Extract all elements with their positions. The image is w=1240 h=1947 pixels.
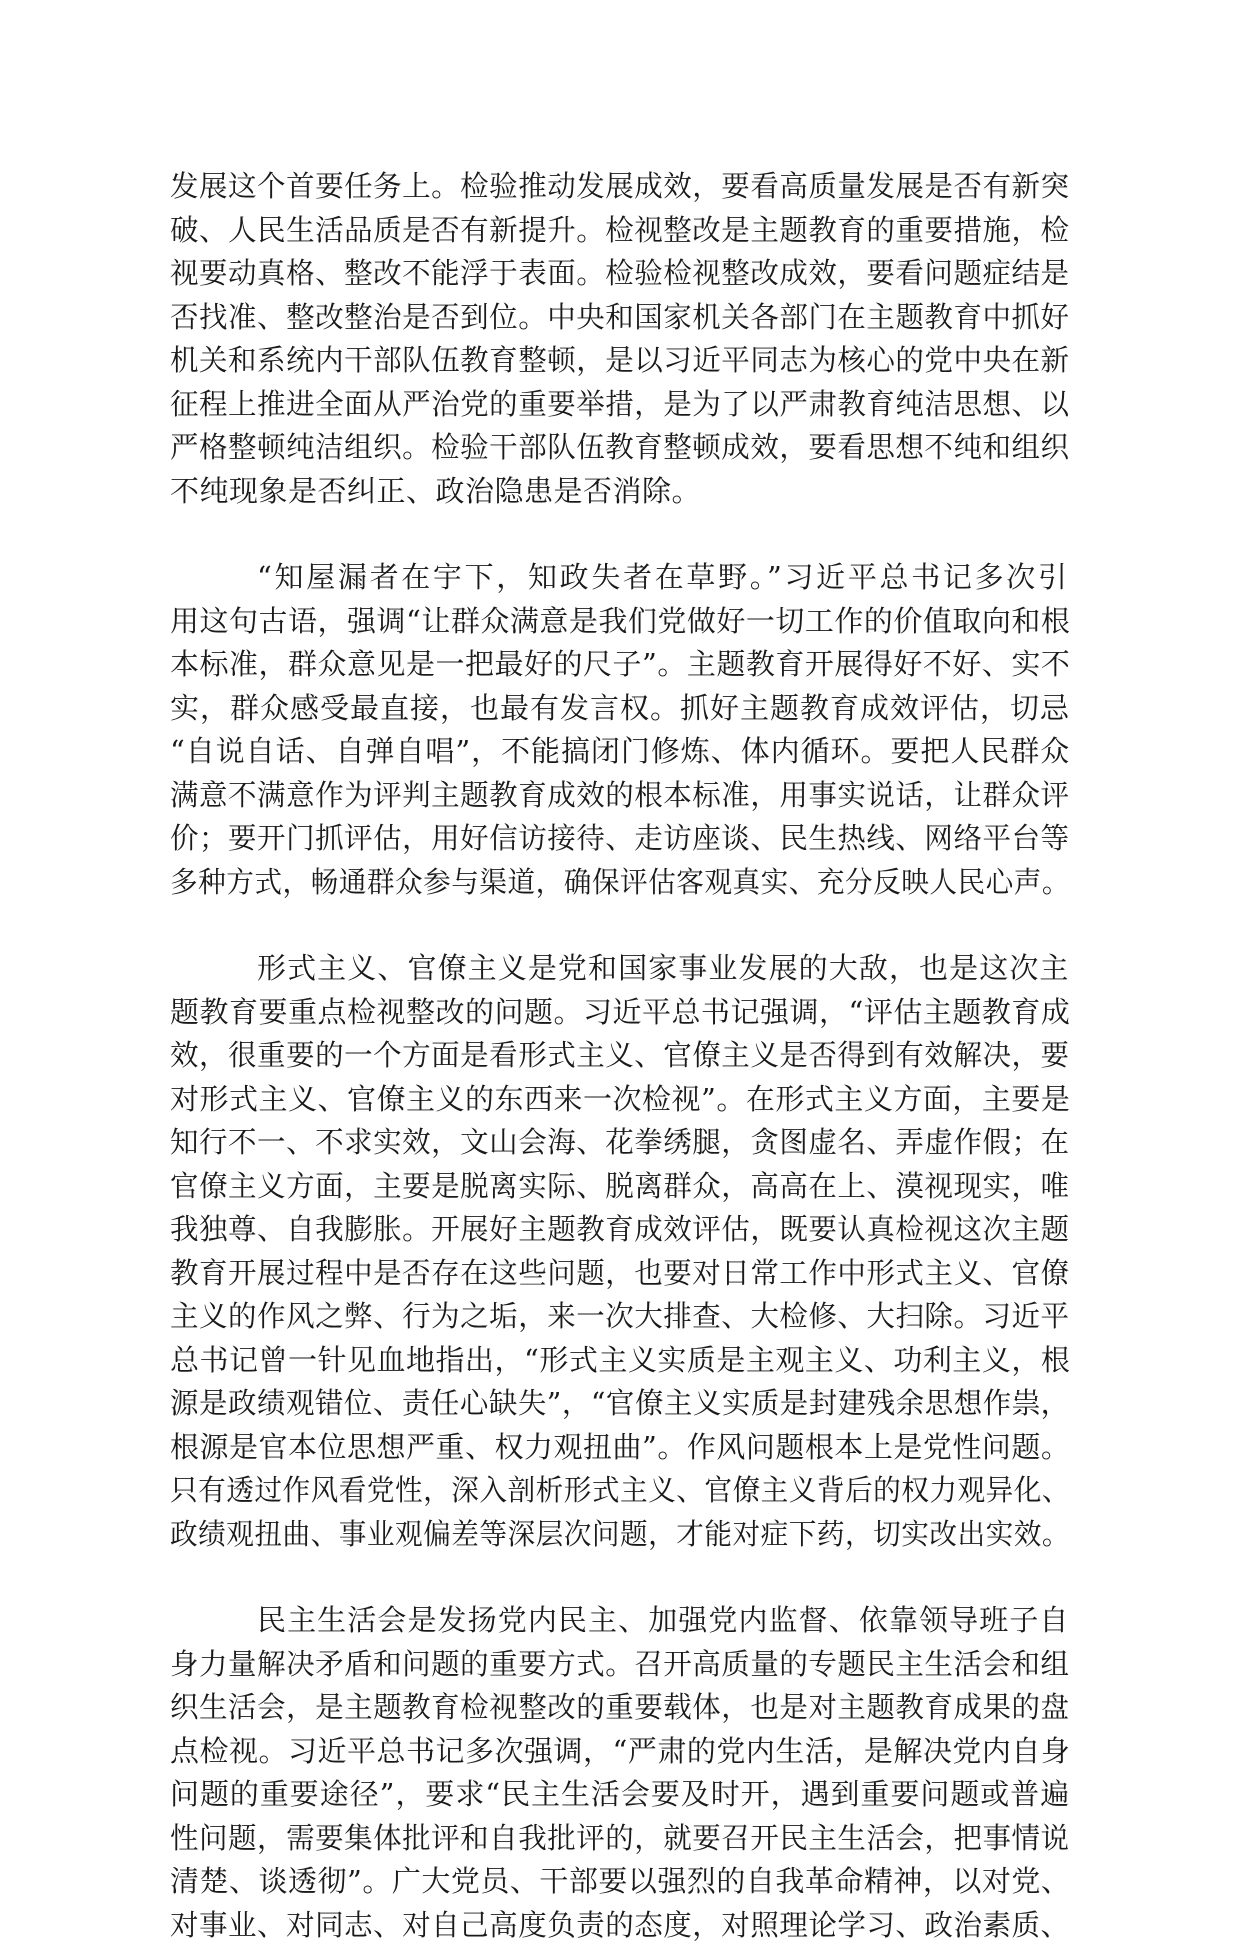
text-line: 用这句古语，强调“让群众满意是我们党做好一切工作的价值取向和根: [170, 600, 1070, 644]
text-line: 否找准、整改整治是否到位。中央和国家机关各部门在主题教育中抓好: [170, 296, 1055, 340]
text-line: 征程上推进全面从严治党的重要举措，是为了以严肃教育纯洁思想、以: [170, 383, 1055, 427]
paragraph-spacer: [170, 513, 1070, 556]
text-line: 身力量解决矛盾和问题的重要方式。召开高质量的专题民主生活会和组: [170, 1643, 1055, 1687]
text-line: 严格整顿纯洁组织。检验干部队伍教育整顿成效，要看思想不纯和组织: [170, 426, 1055, 470]
text-line: 我独尊、自我膨胀。开展好主题教育成效评估，既要认真检视这次主题: [170, 1208, 1055, 1252]
text-line: 实，群众感受最直接，也最有发言权。抓好主题教育成效评估，切忌: [170, 687, 1070, 731]
text-line: 主义的作风之弊、行为之垢，来一次大排查、大检修、大扫除。习近平: [170, 1295, 1055, 1339]
text-line: 性问题，需要集体批评和自我批评的，就要召开民主生活会，把事情说: [170, 1817, 1055, 1861]
document-body: [170, 165, 1070, 1947]
paragraph-spacer: [170, 904, 1070, 947]
text-line: 民主生活会是发扬党内民主、加强党内监督、依靠领导班子自: [170, 1599, 1070, 1643]
text-line: 对形式主义、官僚主义的东西来一次检视”。在形式主义方面，主要是: [170, 1078, 1070, 1122]
text-line: 源是政绩观错位、责任心缺失”，“官僚主义实质是封建残余思想作祟，: [170, 1382, 1054, 1426]
text-line: 对事业、对同志、对自己高度负责的态度，对照理论学习、政治素质、: [170, 1904, 1055, 1947]
text-line: 效，很重要的一个方面是看形式主义、官僚主义是否得到有效解决，要: [170, 1034, 1055, 1078]
text-line: 点检视。习近平总书记多次强调，“严肃的党内生活，是解决党内自身: [170, 1730, 1070, 1774]
text-line: 破、人民生活品质是否有新提升。检视整改是主题教育的重要措施，检: [170, 209, 1055, 253]
paragraph-4: [170, 1599, 1070, 1947]
text-line: 知行不一、不求实效，文山会海、花拳绣腿，贪图虚名、弄虚作假；在: [170, 1121, 1055, 1165]
text-line: 官僚主义方面，主要是脱离实际、脱离群众，高高在上、漠视现实，唯: [170, 1165, 1055, 1209]
text-line: 问题的重要途径”，要求“民主生活会要及时开，遇到重要问题或普遍: [170, 1773, 1070, 1817]
paragraph-3: [170, 947, 1070, 1556]
text-line: 清楚、谈透彻”。广大党员、干部要以强烈的自我革命精神，以对党、: [170, 1860, 1070, 1904]
text-line: 政绩观扭曲、事业观偏差等深层次问题，才能对症下药，切实改出实效。: [170, 1513, 1028, 1557]
text-line: 本标准，群众意见是一把最好的尺子”。主题教育开展得好不好、实不: [170, 643, 1070, 687]
text-line: “知屋漏者在宇下，知政失者在草野。”习近平总书记多次引: [170, 556, 1070, 600]
text-line: 教育开展过程中是否存在这些问题，也要对日常工作中形式主义、官僚: [170, 1252, 1055, 1296]
text-line: 视要动真格、整改不能浮于表面。检验检视整改成效，要看问题症结是: [170, 252, 1055, 296]
text-line: 发展这个首要任务上。检验推动发展成效，要看高质量发展是否有新突: [170, 165, 1055, 209]
text-line: 不纯现象是否纠正、政治隐患是否消除。: [170, 470, 1070, 514]
text-line: 满意不满意作为评判主题教育成效的根本标准，用事实说话，让群众评: [170, 774, 1055, 818]
text-line: 总书记曾一针见血地指出，“形式主义实质是主观主义、功利主义，根: [170, 1339, 1070, 1383]
text-line: “自说自话、自弹自唱”，不能搞闭门修炼、体内循环。要把人民群众: [170, 730, 1070, 774]
paragraph-spacer: [170, 1556, 1070, 1599]
text-line: 织生活会，是主题教育检视整改的重要载体，也是对主题教育成果的盘: [170, 1686, 1055, 1730]
text-line: 题教育要重点检视整改的问题。习近平总书记强调，“评估主题教育成: [170, 991, 1070, 1035]
text-line: 形式主义、官僚主义是党和国家事业发展的大敌，也是这次主: [170, 947, 1070, 991]
paragraph-2: [170, 556, 1070, 904]
text-line: 只有透过作风看党性，深入剖析形式主义、官僚主义背后的权力观异化、: [170, 1469, 1028, 1513]
text-line: 多种方式，畅通群众参与渠道，确保评估客观真实、充分反映人民心声。: [170, 861, 1028, 905]
text-line: 根源是官本位思想严重、权力观扭曲”。作风问题根本上是党性问题。: [170, 1426, 1070, 1470]
text-line: 价；要开门抓评估，用好信访接待、走访座谈、民生热线、网络平台等: [170, 817, 1055, 861]
text-line: 机关和系统内干部队伍教育整顿，是以习近平同志为核心的党中央在新: [170, 339, 1055, 383]
paragraph-1: [170, 165, 1070, 513]
